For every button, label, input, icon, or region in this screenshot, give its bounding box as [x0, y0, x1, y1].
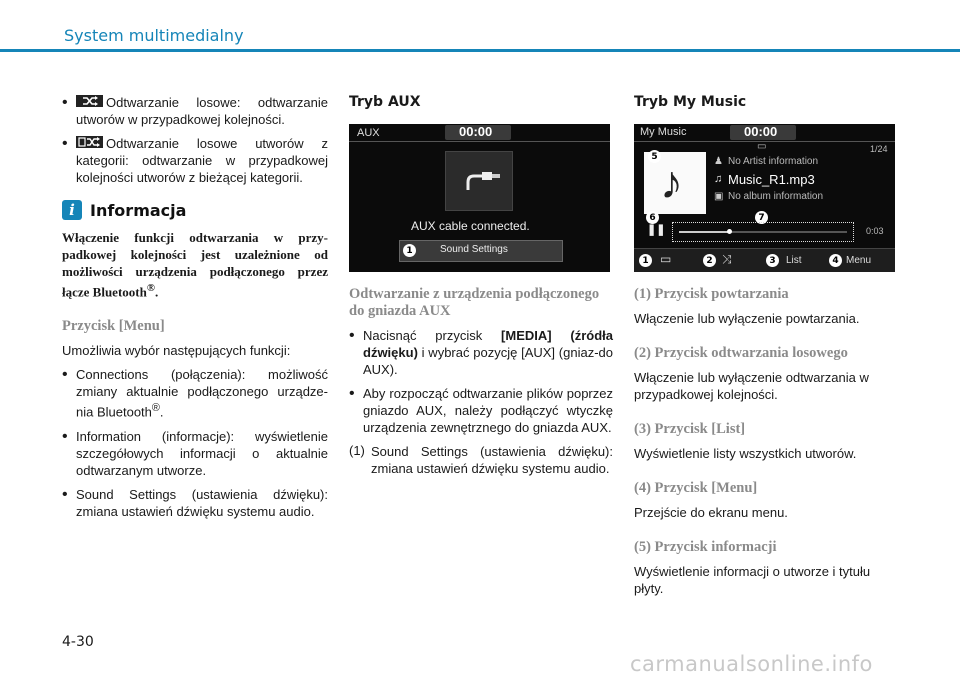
repeat-icon: ▭: [757, 141, 767, 152]
callout-badge: 3: [766, 254, 779, 267]
aux-mode-title: Tryb AUX: [349, 94, 421, 110]
watermark: carmanualsonline.info: [630, 652, 873, 676]
screen-time: 00:00: [459, 124, 493, 139]
info-button[interactable]: ♟ No Artist information ♫ Music_R1.mp3 ▣ No album information: [714, 156, 824, 202]
song-title: Music_R1.mp3: [728, 172, 815, 187]
list-item: • Odtwarzanie losowe utworów z kategorii: odtwarzanie w przypadkowej kolejności utworów z bieżącej kategorii.: [62, 135, 328, 185]
callout-badge: 2: [703, 254, 716, 267]
header-divider: [0, 49, 960, 52]
list-item: • Information (informacje): wyświetlenie szczegółowych informacji o aktualnie odtwarzanym utworze.: [62, 427, 328, 478]
callout-badge: 7: [755, 211, 768, 224]
aux-cable-icon: [445, 151, 513, 211]
section-heading: (3) Przycisk [List]: [634, 421, 746, 437]
callout-badge: 6: [646, 211, 659, 224]
menu-section-heading: Przycisk [Menu]: [62, 318, 165, 335]
menu-button[interactable]: Menu: [846, 255, 872, 266]
list-item: • Aby rozpocząć odtwarzanie plików poprzez gniazdo AUX, należy podłączyć wtyczkę urządzenia zewnętrznego do gniazda AUX.: [349, 385, 613, 435]
my-music-screen: [634, 124, 895, 272]
music-note-icon: ♪: [660, 156, 683, 208]
shuffle-icon: [76, 95, 103, 107]
info-text: Włączenie funkcji odtwarzania w przy-padkowej kolejności jest uzależnione od możliwości urządzenia podłączonego przez łącze Bluetooth®.: [62, 230, 328, 300]
section-heading: (1) Przycisk powtarzania: [634, 286, 789, 302]
callout-badge: 1: [403, 244, 416, 257]
section-list: [634, 286, 898, 597]
list-item: • Connections (połączenia): możliwość zmiany aktualnie podłączonego urządze-nia Bluetooth®.: [62, 366, 328, 420]
list-item: • Nacisnąć przycisk [MEDIA] (źródła dźwięku) i wybrać pozycję [AUX] (gniaz-do AUX).: [349, 327, 613, 377]
artist-info: No Artist information: [728, 156, 819, 167]
section-text: Przejście do ekranu menu.: [634, 505, 788, 520]
progress-slider[interactable]: [672, 222, 854, 242]
list-item: • Odtwarzanie losowe: odtwarzanie utworów w przypadkowej kolejności.: [62, 94, 328, 127]
section-heading: (5) Przycisk informacji: [634, 539, 777, 555]
sound-settings-button[interactable]: Sound Settings: [399, 240, 563, 262]
list-item: • Sound Settings (ustawienia dźwięku): zmiana ustawień dźwięku systemu audio.: [62, 485, 328, 519]
callout-badge: 1: [639, 254, 652, 267]
callout-badge: 4: [829, 254, 842, 267]
screen-mode-label: AUX: [357, 127, 380, 139]
section-text: Wyświetlenie informacji o utworze i tytułu płyty.: [634, 564, 871, 596]
callout-badge: 5: [648, 150, 661, 163]
aux-status-message: AUX cable connected.: [411, 219, 530, 233]
my-music-mode-title: Tryb My Music: [634, 94, 747, 110]
section-text: Włączenie lub wyłączenie odtwarzania w przypadkowej kolejności.: [634, 370, 869, 402]
page-number: 4-30: [62, 634, 94, 650]
info-heading: i Informacja: [62, 200, 328, 220]
section-text: Włączenie lub wyłączenie powtarzania.: [634, 311, 860, 326]
numbered-item: (1) Sound Settings (ustawienia dźwięku): zmiana ustawień dźwięku systemu audio.: [349, 443, 613, 476]
section-heading: (2) Przycisk odtwarzania losowego: [634, 345, 848, 361]
list-button[interactable]: List: [786, 255, 802, 266]
control-bar: [634, 248, 895, 272]
section-text: Wyświetlenie listy wszystkich utworów.: [634, 446, 857, 461]
section-heading: (4) Przycisk [Menu]: [634, 480, 758, 496]
repeat-button[interactable]: ▭: [660, 252, 672, 266]
column-left: [62, 94, 328, 527]
track-count: 1/24: [870, 144, 888, 154]
section-title: System multimedialny: [64, 26, 244, 45]
info-icon: i: [62, 200, 82, 220]
aux-screen: [349, 124, 610, 272]
pause-icon[interactable]: ❚❚: [647, 224, 666, 236]
column-right: [634, 94, 898, 604]
screen-time: 00:00: [744, 124, 778, 139]
screen-mode-label: My Music: [640, 126, 687, 138]
aux-sub-heading: Odtwarzanie z urządzenia podłączonego do gniazda AUX: [349, 286, 600, 319]
column-middle: [349, 94, 613, 483]
elapsed-time: 0:03: [866, 226, 884, 236]
album-info: No album information: [728, 191, 824, 202]
shuffle-button[interactable]: ⤨: [722, 252, 732, 266]
shuffle-category-icon: [76, 136, 103, 148]
menu-intro: Umożliwia wybór następujących funkcji:: [62, 343, 291, 359]
